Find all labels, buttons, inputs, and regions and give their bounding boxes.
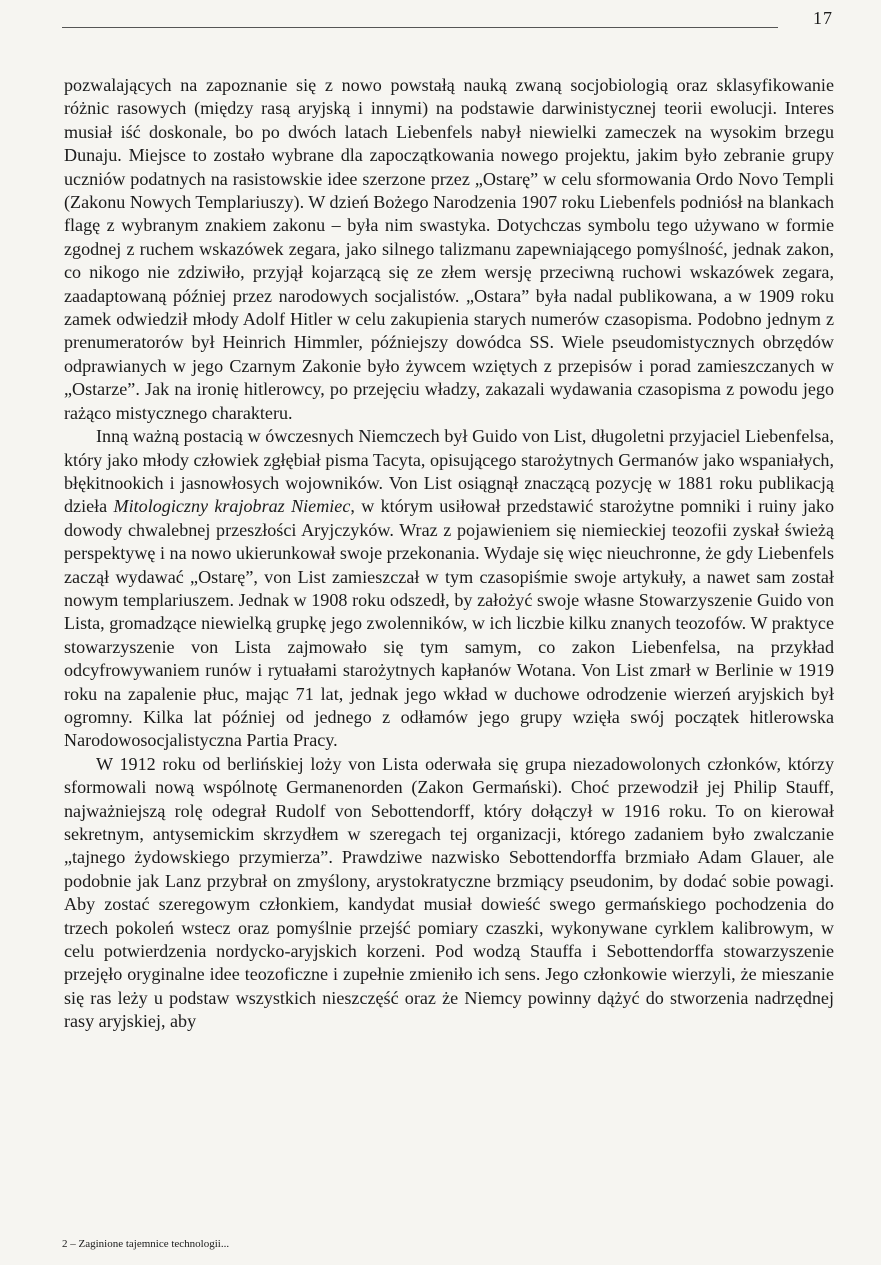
page-body	[64, 74, 834, 1034]
paragraph-1-text: pozwalających na zapoznanie się z nowo powstałą nauką zwaną socjobiologią oraz sklasyfikowanie różnic rasowych (między rasą aryjską i innymi) na podstawie darwinistycznej teorii ewolucji. Interes musiał iść doskonale, bo po dwóch latach Liebenfels nabył niewielki zameczek na wysokim brzegu Dunaju. Miejsce to zostało wybrane dla zapoczątkowania nowego projektu, jakim było zebranie grupy uczniów podatnych na rasistowskie idee szerzone przez „Ostarę” w celu sformowania Ordo Novo Templi (Zakonu Nowych Templariuszy). W dzień Bożego Narodzenia 1907 roku Liebenfels podniósł na blankach flagę z wybranym znakiem zakonu – była nim swastyka. Dotychczas symbolu tego używano w formie zgodnej z ruchem wskazówek zegara, jako silnego talizmanu zapewniającego pomyślność, jednak zakon, co nikogo nie zdziwiło, przyjął kojarzącą się ze złem wersję przeciwną ruchowi wskazówek zegara, zaadaptowaną później przez narodowych socjalistów. „Ostara” była nadal publikowana, a w 1909 roku zamek odwiedził młody Adolf Hitler w celu zakupienia starych numerów czasopisma. Podobno jednym z prenumeratorów był Heinrich Himmler, późniejszy dowódca SS. Wiele pseudomistycznych obrzędów odprawianych w jego Czarnym Zakonie było żywcem wziętych z przepisów i porad zamieszczanych w „Ostarze”. Jak na ironię hitlerowcy, po przejęciu władzy, zakazali wydawania czasopisma z powodu jego rażąco mistycznego charakteru.	[64, 75, 835, 423]
book-title-italic: Mitologiczny krajobraz Niemiec	[113, 496, 351, 517]
paragraph-2-text-start: Inną ważną postacią w ówczesnych Niemczech był Guido von List, długoletni przyjaciel Liebenfelsa, który jako młody człowiek zgłębiał pisma Tacyta, opisującego starożytnych Germanów jako wspaniałych, błękitnookich i jasnowłosych wojowników. Von List osiągnął znaczącą pozycję w 1881 roku publikacją dzieła	[64, 426, 834, 517]
paragraph-2-text-end: , w którym usiłował przedstawić starożytne pomniki i ruiny jako dowody chwalebnej przeszłości Aryjczyków. Wraz z pojawieniem się niemieckiej teozofii zyskał świeżą perspektywę i na nowo ukierunkował swoje przekonania. Wydaje się więc nieuchronne, że gdy Liebenfels zaczął wydawać „Ostarę”, von List zamieszczał w tym czasopiśmie swoje artykuły, a nawet sam został nowym templariuszem. Jednak w 1908 roku odszedł, by założyć swoje własne Stowarzyszenie Guido von Lista, gromadzące niewielką grupkę jego zwolenników, w ich liczbie kilku znanych teozofów. W praktyce stowarzyszenie von Lista zajmowało się tym samym, co zakon Liebenfelsa, na przykład odcyfrowywaniem runów i rytuałami starożytnych kapłanów Wotana. Von List zmarł w Berlinie w 1919 roku na zapalenie płuc, mając 71 lat, jednak jego wkład w duchowe odrodzenie wierzeń aryjskich był ogromny. Kilka lat później od jednego z odłamów jego grupy wzięła swój początek hitlerowska Narodowosocjalistyczna Partia Pracy.	[64, 496, 835, 751]
paragraph-3	[64, 753, 834, 1034]
header-rule	[62, 27, 778, 28]
paragraph-2	[64, 425, 834, 753]
paragraph-1	[64, 74, 834, 425]
footer-signature: 2 – Zaginione tajemnice technologii...	[62, 1238, 230, 1250]
paragraph-3-text: W 1912 roku od berlińskiej loży von Lista oderwała się grupa niezadowolonych członków, którzy sformowali nową wspólnotę Germanenorden (Zakon Germański). Choć przewodził jej Philip Stauff, najważniejszą rolę odegrał Rudolf von Sebottendorff, który dołączył w 1916 roku. To on kierował sekretnym, antysemickim skrzydłem w szeregach tej organizacji, którego zadaniem było zwalczanie „tajnego żydowskiego przymierza”. Prawdziwe nazwisko Sebottendorffa brzmiało Adam Glauer, ale podobnie jak Lanz przybrał on zmyślony, arystokratyczne brzmiący pseudonim, by dodać sobie powagi. Aby zostać szeregowym członkiem, kandydat musiał dowieść swego germańskiego pochodzenia do trzech pokoleń wstecz oraz pomyślnie przejść pomiary czaszki, wykonywane cyrklem kalibrowym, w celu potwierdzenia nordycko-aryjskich korzeni. Pod wodzą Stauffa i Sebottendorffa stowarzyszenie przejęło oryginalne idee teozoficzne i zupełnie zmieniło ich sens. Jego członkowie wierzyli, że mieszanie się ras leży u podstaw wszystkich nieszczęść oraz że Niemcy powinny dążyć do stworzenia nadrzędnej rasy aryjskiej, aby	[64, 753, 834, 1032]
page-number: 17	[813, 8, 833, 28]
